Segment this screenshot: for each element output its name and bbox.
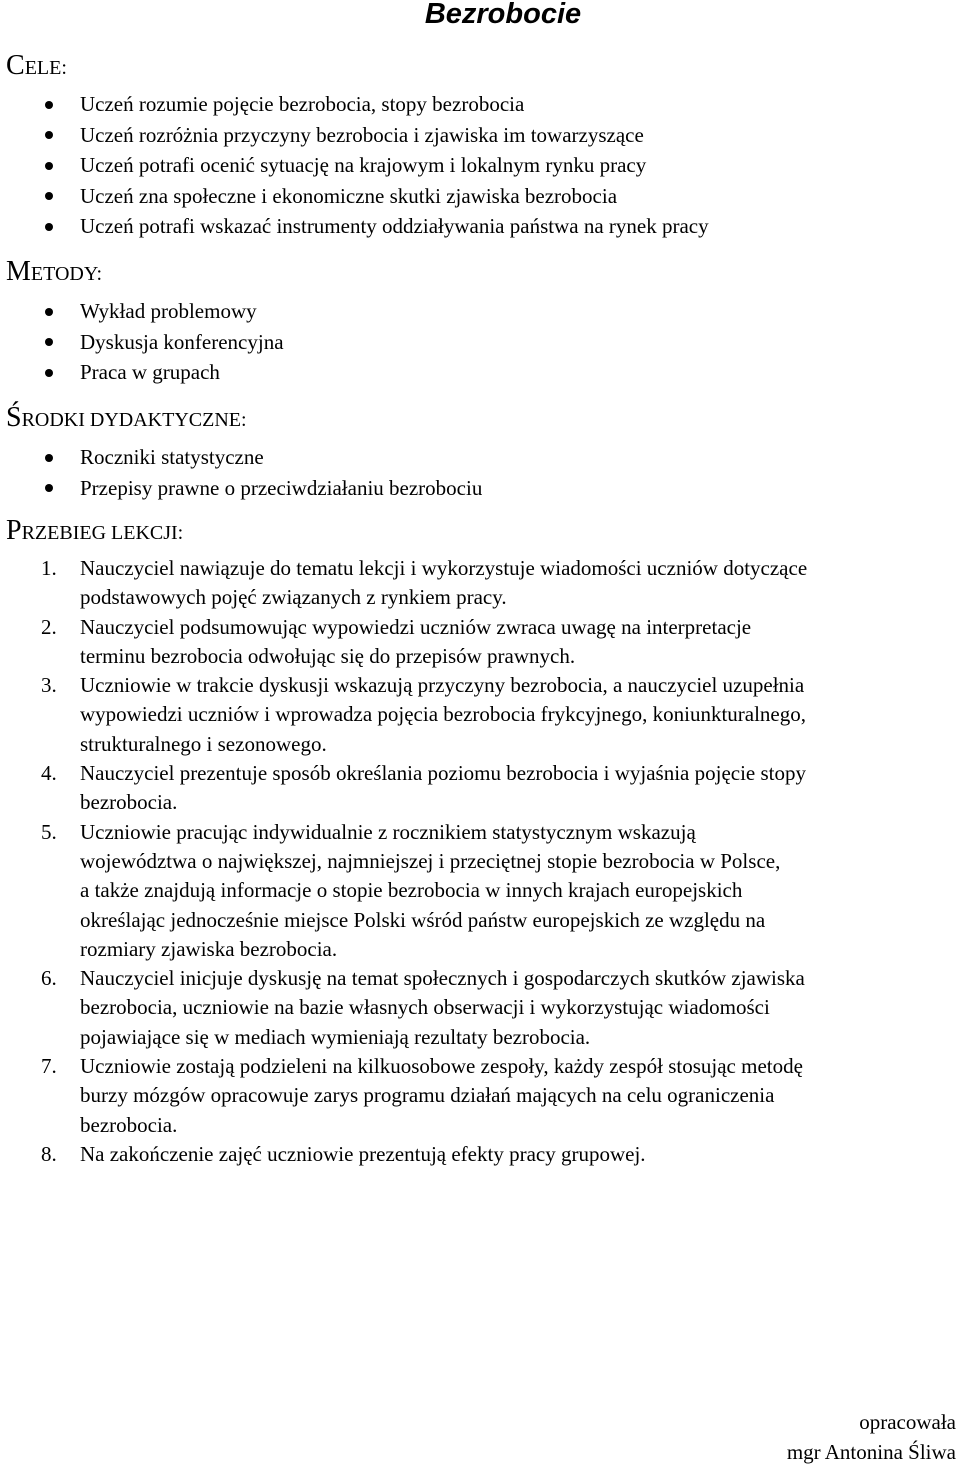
bullet-icon bbox=[45, 308, 53, 316]
step-line: pojawiające się w mediach wymieniają rezultaty bezrobocia. bbox=[80, 1024, 591, 1049]
step-item bbox=[0, 1052, 960, 1140]
step-line: Uczniowie pracując indywidualnie z rocznikiem statystycznym wskazują bbox=[80, 819, 696, 844]
list-item bbox=[0, 89, 709, 120]
step-item bbox=[0, 613, 960, 672]
list-item bbox=[0, 473, 482, 504]
bullet-icon bbox=[45, 338, 53, 346]
heading-cap: P bbox=[6, 515, 22, 546]
bullet-icon bbox=[45, 101, 53, 109]
step-number: 5. bbox=[41, 819, 57, 844]
step-line: podstawowych pojęć związanych z rynkiem pracy. bbox=[80, 585, 507, 610]
list-item bbox=[0, 327, 284, 358]
step-number: 6. bbox=[41, 966, 57, 991]
bullet-icon bbox=[45, 223, 53, 231]
step-line: Na zakończenie zajęć uczniowie prezentują efekty pracy grupowej. bbox=[80, 1141, 646, 1166]
bullet-icon bbox=[45, 454, 53, 462]
step-line: Uczniowie zostają podzieleni na kilkuosobowe zespoły, każdy zespół stosując metodę bbox=[80, 1054, 803, 1079]
step-line: bezrobocia. bbox=[80, 1112, 178, 1137]
step-line: burzy mózgów opracowuje zarys programu działań mających na celu ograniczenia bbox=[80, 1083, 775, 1108]
step-line: bezrobocia, uczniowie na bazie własnych obserwacji i wykorzystując wiadomości bbox=[80, 995, 770, 1020]
list-item-text: Uczeń zna społeczne i ekonomiczne skutki zjawiska bezrobocia bbox=[80, 183, 618, 208]
step-number: 7. bbox=[41, 1054, 57, 1079]
list-item-text: Uczeń potrafi ocenić sytuację na krajowym i lokalnym rynku pracy bbox=[80, 153, 647, 177]
bullet-icon bbox=[45, 192, 53, 200]
przebieg-steps bbox=[0, 554, 960, 1169]
step-line: Nauczyciel nawiązuje do tematu lekcji i wykorzystuje wiadomości uczniów dotyczące bbox=[80, 556, 808, 580]
bullet-icon bbox=[45, 484, 53, 492]
list-item bbox=[0, 296, 284, 327]
step-number: 3. bbox=[41, 673, 57, 698]
step-number: 8. bbox=[41, 1141, 57, 1166]
list-item bbox=[0, 357, 284, 388]
signature-name: mgr Antonina Śliwa bbox=[786, 1439, 956, 1464]
document-title: Bezrobocie bbox=[424, 0, 582, 30]
section-heading-srodki bbox=[6, 402, 247, 436]
heading-cap: Ś bbox=[6, 402, 22, 433]
section-heading-przebieg bbox=[6, 515, 183, 549]
section-heading-cele bbox=[6, 50, 67, 84]
signature-label: opracowała bbox=[859, 1410, 956, 1434]
step-line: wypowiedzi uczniów i wprowadza pojęcia bezrobocia frykcyjnego, koniunkturalnego, bbox=[80, 702, 806, 727]
heading-cap: C bbox=[6, 50, 25, 81]
step-item bbox=[0, 818, 960, 964]
section-heading-metody bbox=[6, 256, 102, 290]
cele-list bbox=[0, 89, 709, 242]
step-number: 1. bbox=[41, 556, 57, 580]
step-number: 2. bbox=[41, 614, 57, 639]
step-line: strukturalnego i sezonowego. bbox=[80, 731, 327, 756]
step-line: Nauczyciel prezentuje sposób określania poziomu bezrobocia i wyjaśnia pojęcie stopy bbox=[80, 761, 806, 786]
list-item bbox=[0, 181, 709, 212]
step-number: 4. bbox=[41, 761, 57, 786]
step-item bbox=[0, 554, 960, 613]
step-item bbox=[0, 671, 960, 759]
list-item-text: Dyskusja konferencyjna bbox=[80, 329, 284, 354]
heading-rest: RZEBIEG LEKCJI: bbox=[21, 522, 184, 544]
list-item-text: Przepisy prawne o przeciwdziałaniu bezrobociu bbox=[80, 475, 483, 500]
list-item-text: Uczeń rozumie pojęcie bezrobocia, stopy bezrobocia bbox=[80, 92, 525, 116]
list-item-text: Uczeń potrafi wskazać instrumenty oddziaływania państwa na rynek pracy bbox=[80, 214, 709, 238]
heading-rest: ETODY: bbox=[30, 263, 103, 285]
bullet-icon bbox=[45, 131, 53, 139]
bullet-icon bbox=[45, 162, 53, 170]
author-signature bbox=[787, 1408, 956, 1467]
step-line: Uczniowie w trakcie dyskusji wskazują przyczyny bezrobocia, a nauczyciel uzupełnia bbox=[80, 673, 805, 698]
list-item bbox=[0, 442, 482, 473]
list-item-text: Uczeń rozróżnia przyczyny bezrobocia i zjawiska im towarzyszące bbox=[80, 122, 644, 147]
heading-cap: M bbox=[6, 256, 31, 287]
step-item bbox=[0, 759, 960, 818]
step-line: a także znajdują informacje o stopie bezrobocia w innych krajach europejskich bbox=[80, 878, 743, 903]
list-item-text: Wykład problemowy bbox=[80, 299, 257, 323]
metody-list bbox=[0, 296, 284, 388]
step-line: województwa o największej, najmniejszej i przeciętnej stopie bezrobocia w Polsce, bbox=[80, 848, 781, 873]
step-line: Nauczyciel inicjuje dyskusję na temat społecznych i gospodarczych skutków zjawiska bbox=[80, 966, 805, 991]
step-line: określając jednocześnie miejsce Polski wśród państw europejskich ze względu na bbox=[80, 907, 766, 932]
step-line: bezrobocia. bbox=[80, 790, 178, 815]
step-item bbox=[0, 1140, 960, 1169]
list-item bbox=[0, 150, 709, 181]
list-item-text: Praca w grupach bbox=[80, 360, 220, 384]
step-line: Nauczyciel podsumowując wypowiedzi uczniów zwraca uwagę na interpretacje bbox=[80, 614, 752, 639]
heading-rest: RODKI DYDAKTYCZNE: bbox=[21, 409, 247, 431]
srodki-list bbox=[0, 442, 482, 503]
heading-rest: ELE: bbox=[24, 57, 67, 79]
step-item bbox=[0, 964, 960, 1052]
step-line: terminu bezrobocia odwołując się do przepisów prawnych. bbox=[80, 643, 576, 668]
step-line: rozmiary zjawiska bezrobocia. bbox=[80, 936, 338, 961]
list-item bbox=[0, 120, 709, 151]
bullet-icon bbox=[45, 369, 53, 377]
list-item bbox=[0, 211, 709, 242]
list-item-text: Roczniki statystyczne bbox=[80, 445, 264, 469]
